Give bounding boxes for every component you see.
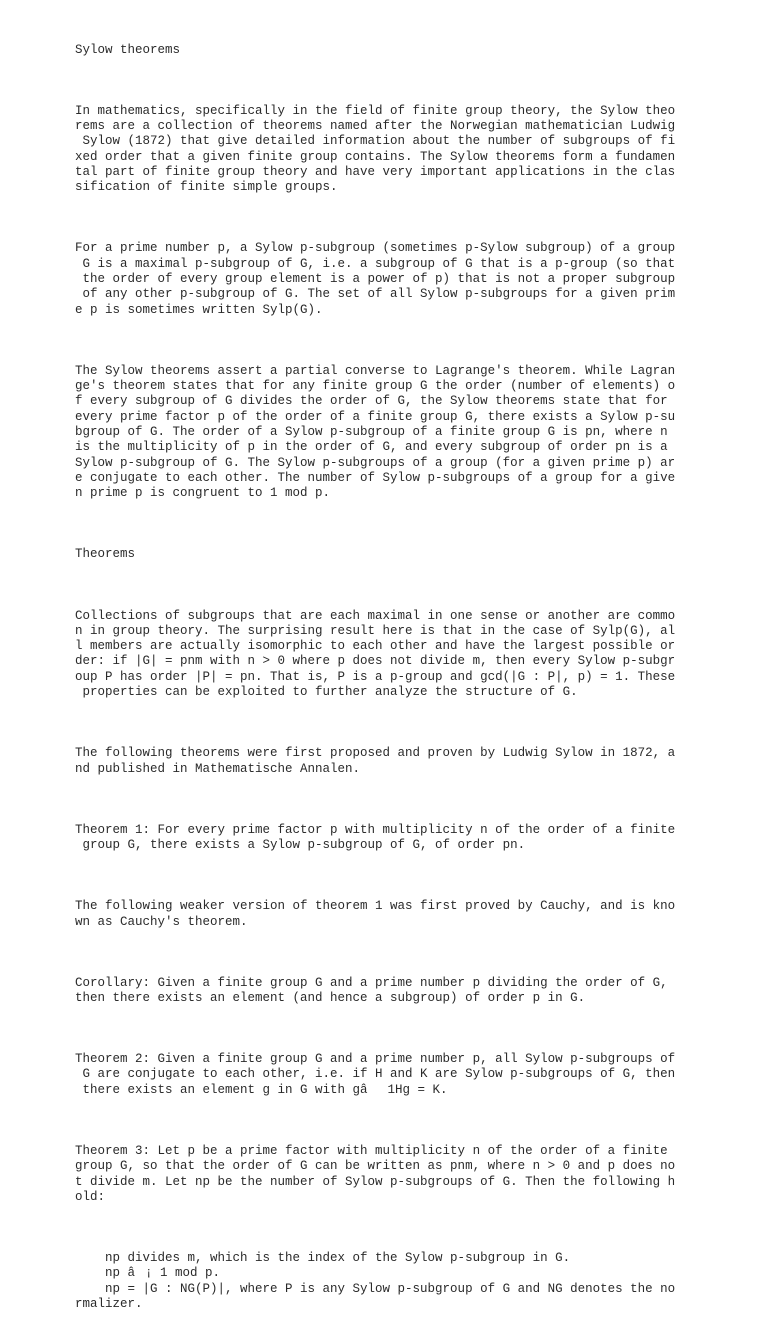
paragraph-theorem-2: Theorem 2: Given a finite group G and a prime number p, all Sylow p-subgroups of G are conjugate to each other, i.e. if H and K are Sylow p-subgroups of G, then there exists an element g in G with gâ1Hg = K.	[75, 1052, 676, 1097]
paragraph-intro: In mathematics, specifically in the field of finite group theory, the Sylow theo rems are a collection of theorems named after the Norwegian mathematician Ludwig Sylow (1872) that give detailed information about the number of subgroups of fi xed order that a given finite group contains. The Sylow theorems form a fundamen tal part of finite group theory and have very important applications in the clas sification of finite simple groups.	[75, 103, 676, 195]
paragraph-theorem-3: Theorem 3: Let p be a prime factor with multiplicity n of the order of a finite group G, so that the order of G can be written as pnm, where n > 0 and p does no t divide m. Let np be the number of Sylow p-subgroups of G. Then the following h old:	[75, 1143, 676, 1204]
paragraph-collections: Collections of subgroups that are each maximal in one sense or another are commo n in group theory. The surprising result here is that in the case of Sylp(G), al l members are actually isomorphic to each other and have the largest possible or der: if |G| = pnm with n > 0 where p does not divide m, then every Sylow p-subgr oup P has order |P| = pn. That is, P is a p-group and gcd(|G : P|, p) = 1. These properties can be exploited to further analyze the structure of G.	[75, 608, 676, 700]
section-heading-theorems: Theorems	[75, 547, 136, 562]
paragraph-corollary: Corollary: Given a finite group G and a prime number p dividing the order of G, then there exists an element (and hence a subgroup) of order p in G.	[75, 975, 668, 1005]
paragraph-history: The following theorems were first proposed and proven by Ludwig Sylow in 1872, a nd published in Mathematische Annalen.	[75, 746, 676, 776]
paragraph-theorem-1: Theorem 1: For every prime factor p with multiplicity n of the order of a finite group G, there exists a Sylow p-subgroup of G, of order pn.	[75, 822, 676, 853]
paragraph-cauchy: The following weaker version of theorem 1 was first proved by Cauchy, and is kno wn as Cauchy's theorem.	[75, 899, 676, 929]
paragraph-definition: For a prime number p, a Sylow p-subgroup (sometimes p-Sylow subgroup) of a group G is a maximal p-subgroup of G, i.e. a subgroup of G that is a p-group (so that the order of every group element is a power of p) that is not a proper subgroup of any other p-subgroup of G. The set of all Sylow p-subgroups for a given prim e p is sometimes written Sylp(G).	[75, 241, 676, 317]
paragraph-lagrange: The Sylow theorems assert a partial converse to Lagrange's theorem. While Lagran ge's theorem states that for any finite group G the order (number of elements) o f every subgroup of G divides the order of G, the Sylow theorems state that for every prime factor p of the order of a finite group G, there exists a Sylow p-su bgroup of G. The order of a Sylow p-subgroup of a finite group G is pn, where n is the multiplicity of p in the order of G, and every subgroup of order pn is a Sylow p-subgroup of G. The Sylow p-subgroups of a group (for a given prime p) ar e conjugate to each other. The number of Sylow p-subgroups of a group for a give n prime p is congruent to 1 mod p.	[75, 363, 676, 501]
document-body	[75, 12, 695, 1343]
document-title: Sylow theorems	[75, 42, 181, 57]
theorem-3-list: np divides m, which is the index of the Sylow p-subgroup in G. np â¡ 1 mod p. np = |G : NG(P)|, where P is any Sylow p-subgroup of G and NG denotes the no rmalizer.	[75, 1251, 676, 1311]
